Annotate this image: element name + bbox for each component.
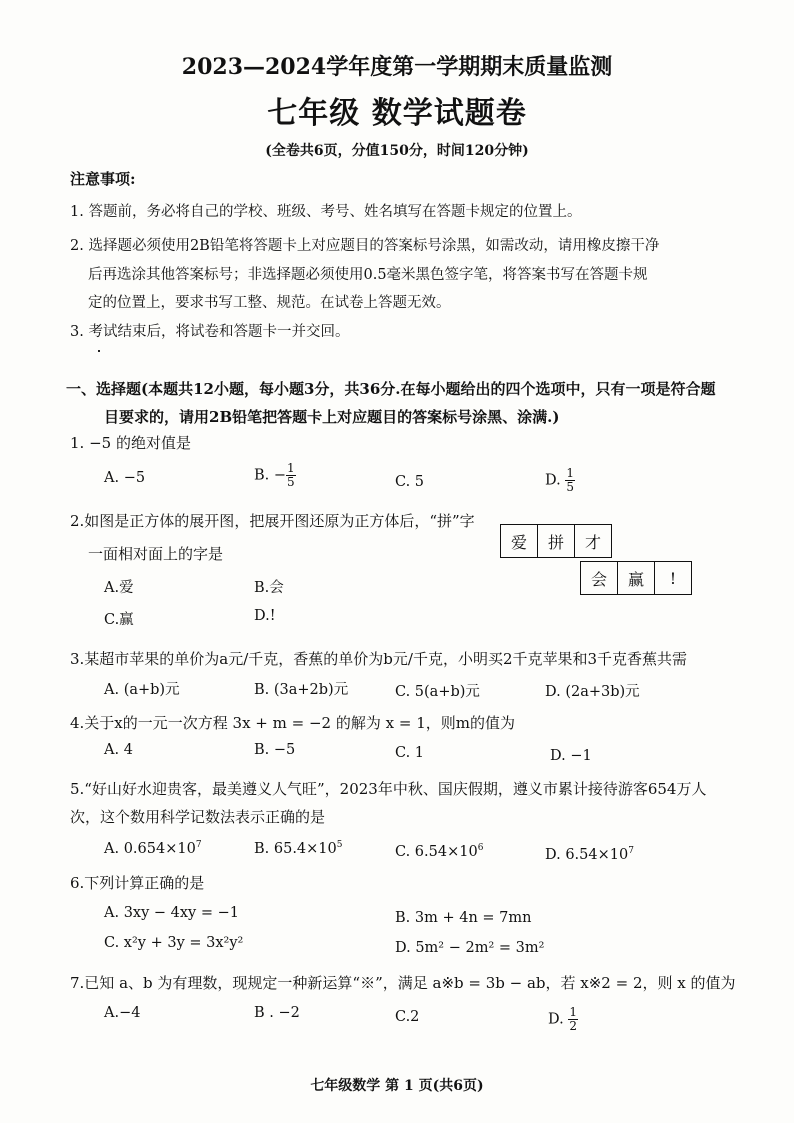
q6-option-b: B. 3m + 4n = 7mn [395,910,532,926]
note-line-3: 后再选涂其他答案标号；非选择题必须使用0.5毫米黑色签字笔，将答案书写在答题卡规 [88,267,648,283]
q5-c-base: C. 6.54×10 [395,843,478,860]
q5-c-exponent: 6 [477,843,484,853]
q1-d-denominator: 5 [566,480,574,494]
q2-option-d: D.! [254,608,276,624]
net-cell-6: ! [654,561,692,595]
q1-option-c: C. 5 [395,474,425,490]
exam-subtitle: 七年级 数学试题卷 [267,96,527,131]
q1-option-b-fraction [286,462,296,489]
q6-option-d: D. 5m² − 2m² = 3m² [395,940,545,956]
note-line-5: 3. 考试结束后，将试卷和答题卡一并交回。 [70,324,350,340]
q4-option-a: A. 4 [104,742,133,758]
q4-option-c: C. 1 [395,745,425,761]
q1-option-d-fraction [565,467,575,494]
q5-a-exponent: 7 [195,840,202,850]
exam-info: (全卷共6页，分值150分，时间120分钟) [265,143,529,159]
q1-stem: 1. −5 的绝对值是 [70,434,191,452]
q7-option-d-prefix: D. [548,1011,569,1028]
q6-option-c: C. x²y + 3y = 3x²y² [104,935,244,951]
net-cell-5: 赢 [617,561,655,595]
q1-option-d-prefix: D. [545,472,566,489]
q5-option-a [104,840,202,857]
q7-d-numerator: 1 [569,1005,577,1019]
q4-option-b: B. −5 [254,742,296,758]
q5-stem-line-2: 次，这个数用科学记数法表示正确的是 [70,808,326,826]
q3-option-b: B. (3a+2b)元 [254,682,349,698]
q5-stem-line-1: 5.“好山好水迎贵客，最美遵义人气旺”，2023年中秋、国庆假期，遵义市累计接待游客654万人 [70,780,707,798]
q1-option-b [254,462,296,489]
q7-option-d-fraction [568,1006,578,1033]
notes-heading: 注意事项: [70,170,136,188]
q3-option-c: C. 5(a+b)元 [395,684,480,700]
q1-option-b-prefix: B. − [254,467,287,484]
speck-mark [98,350,100,352]
q3-option-d: D. (2a+3b)元 [545,684,640,700]
q3-option-a: A. (a+b)元 [104,682,180,698]
q6-option-a: A. 3xy − 4xy = −1 [104,905,239,921]
q1-b-numerator: 1 [287,461,295,475]
q5-option-c [395,843,483,860]
exam-title: 2023—2024学年度第一学期期末质量监测 [181,54,613,80]
net-cell-2: 拼 [537,524,575,558]
q7-option-d [548,1006,578,1033]
q7-option-b: B . −2 [254,1005,300,1021]
q3-stem: 3.某超市苹果的单价为a元/千克，香蕉的单价为b元/千克，小明买2千克苹果和3千克香蕉共需 [70,650,688,668]
q2-stem-line-1: 2.如图是正方体的展开图，把展开图还原为正方体后，“拼”字 [70,512,475,530]
q5-b-base: B. 65.4×10 [254,840,337,857]
q7-stem: 7.已知 a、b 为有理数，现规定一种新运算“※”，满足 a※b = 3b − ab，若 x※2 = 2，则 x 的值为 [70,974,736,992]
section-heading-line-2: 目要求的，请用2B铅笔把答题卡上对应题目的答案标号涂黑、涂满.) [104,408,560,426]
net-cell-4: 会 [580,561,618,595]
q5-d-base: D. 6.54×10 [545,846,629,863]
note-line-1: 1. 答题前，务必将自己的学校、班级、考号、姓名填写在答题卡规定的位置上。 [70,204,582,220]
page-footer: 七年级数学 第 1 页(共6页) [310,1078,484,1094]
q1-option-d [545,467,575,494]
q2-option-c: C.赢 [104,612,134,628]
q5-a-base: A. 0.654×10 [104,840,196,857]
q4-option-d: D. −1 [550,748,592,764]
q1-d-numerator: 1 [566,466,574,480]
net-cell-1: 爱 [500,524,538,558]
section-heading-line-1: 一、选择题(本题共12小题，每小题3分，共36分.在每小题给出的四个选项中，只有一项是符合题 [66,380,716,398]
q4-stem: 4.关于x的一元一次方程 3x + m = −2 的解为 x = 1，则m的值为 [70,714,515,732]
note-line-4: 定的位置上，要求书写工整、规范。在试卷上答题无效。 [88,295,451,311]
q6-stem: 6.下列计算正确的是 [70,874,205,892]
q5-b-exponent: 5 [336,840,343,850]
net-cell-3: 才 [574,524,612,558]
q2-option-b: B.会 [254,580,284,596]
q7-option-a: A.−4 [104,1005,141,1021]
note-line-2: 2. 选择题必须使用2B铅笔将答题卡上对应题目的答案标号涂黑，如需改动，请用橡皮擦干净 [70,238,660,254]
q2-option-a: A.爱 [104,580,134,596]
q1-option-a: A. −5 [104,470,146,486]
q5-option-d [545,846,634,863]
q7-option-c: C.2 [395,1009,420,1025]
q5-d-exponent: 7 [628,846,634,856]
q2-stem-line-2: 一面相对面上的字是 [88,545,224,563]
q7-d-denominator: 2 [569,1019,577,1033]
q1-b-denominator: 5 [287,475,295,489]
q5-option-b [254,840,343,857]
